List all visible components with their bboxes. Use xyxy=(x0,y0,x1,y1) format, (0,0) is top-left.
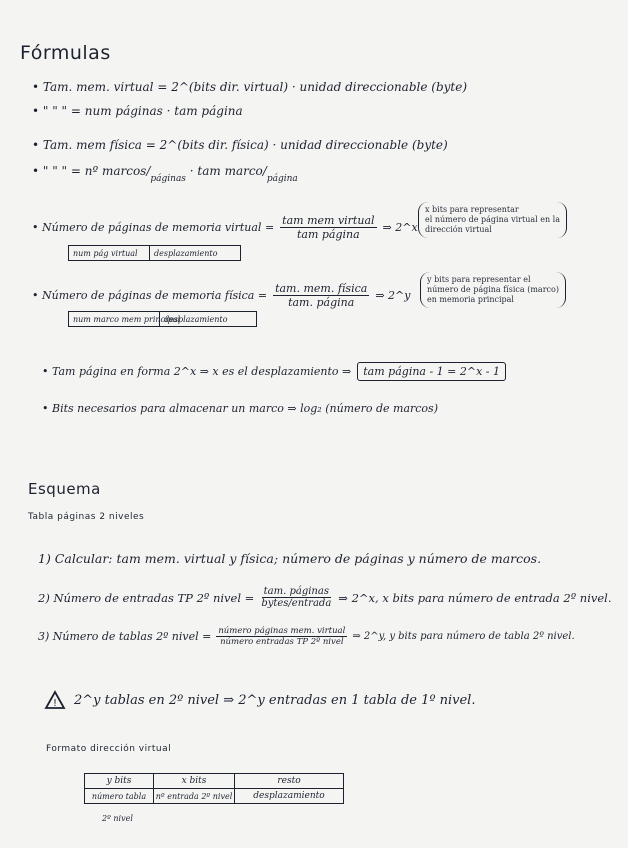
pp-denominator: tam. página xyxy=(288,296,355,309)
pp-fraction xyxy=(273,282,369,309)
vp-lead: • Número de páginas de memoria virtual = xyxy=(32,221,275,234)
formula-virtual-memory-size: • Tam. mem. virtual = 2^(bits dir. virtual) · unidad direccionable (byte) xyxy=(32,80,468,94)
vp-note-line1: x bits para representar xyxy=(425,205,519,214)
header-rest: resto xyxy=(234,774,343,788)
warning-text: 2^y tablas en 2º nivel ⇒ 2^y entradas en 1 tabla de 1º nivel. xyxy=(74,692,476,708)
s2-numerator: tam. páginas xyxy=(263,586,329,597)
pp-numerator: tam. mem. física xyxy=(275,282,368,295)
s3-fraction xyxy=(216,626,347,647)
s3-tail: ⇒ 2^y, y bits para número de tabla 2º nivel. xyxy=(352,631,575,642)
pp-lead: • Número de páginas de memoria física = xyxy=(32,289,268,302)
formula-virtual-memory-pages: • " " " = num páginas · tam página xyxy=(32,104,243,118)
cell-entry-number: nº entrada 2º nivel xyxy=(153,789,234,803)
header-x-bits: x bits xyxy=(153,774,234,788)
vp-tail: ⇒ 2^x xyxy=(382,221,418,234)
vp-address-format xyxy=(68,245,241,261)
vp-cell-offset: desplazamiento xyxy=(149,246,240,260)
vp-fraction xyxy=(280,214,376,241)
frames-sub: páginas xyxy=(150,174,186,184)
pp-cell-offset: desplazamiento xyxy=(159,312,256,326)
format-header-row xyxy=(85,774,343,788)
pp-note-line1: y bits para representar el xyxy=(427,275,531,284)
pp-note-line2: número de página física (marco) xyxy=(427,285,559,294)
s2-tail: ⇒ 2^x, x bits para número de entrada 2º nivel. xyxy=(338,590,612,605)
format-title: Formato dirección virtual xyxy=(46,744,172,754)
esquema-title: Esquema xyxy=(28,480,101,498)
s2-denominator: bytes/entrada xyxy=(261,598,332,609)
formula-physical-memory-frames xyxy=(32,164,298,184)
header-y-bits: y bits xyxy=(106,776,132,786)
step-1: 1) Calcular: tam mem. virtual y física; número de páginas y número de marcos. xyxy=(38,551,542,566)
formula-num-physical-pages xyxy=(32,282,410,309)
pp-note xyxy=(420,272,566,308)
frame-size-sub: página xyxy=(266,174,298,184)
frame-size-text: · tam marco/ xyxy=(189,164,267,178)
formulas-title: Fórmulas xyxy=(20,42,111,64)
format-value-row xyxy=(85,788,343,803)
s3-lead: 3) Número de tablas 2º nivel = xyxy=(38,630,212,643)
vp-note-line3: dirección virtual xyxy=(425,225,492,234)
pp-cell-frame: num marco mem principal xyxy=(73,314,181,324)
table-under-label: 2º nivel xyxy=(102,814,133,823)
step-2 xyxy=(38,586,612,609)
vp-numerator: tam mem virtual xyxy=(282,214,375,227)
cell-offset: desplazamiento xyxy=(234,789,343,803)
warning-icon xyxy=(44,690,66,710)
vp-note xyxy=(418,202,567,238)
formula-page-size-offset xyxy=(42,362,506,381)
pp-note-line3: en memoria principal xyxy=(427,295,514,304)
l5-boxed: tam página - 1 = 2^x - 1 xyxy=(357,362,506,381)
svg-text:!: ! xyxy=(52,698,58,709)
vp-note-line2: el número de página virtual en la xyxy=(425,215,560,224)
pp-tail: ⇒ 2^y xyxy=(375,289,411,302)
cell-table-number: número tabla xyxy=(91,791,147,801)
s3-denominator: número entradas TP 2º nivel xyxy=(220,637,344,647)
frames-text: • " " " = nº marcos/ xyxy=(32,164,151,178)
s2-lead: 2) Número de entradas TP 2º nivel = xyxy=(38,590,255,605)
pp-address-format xyxy=(68,311,257,327)
step-3 xyxy=(38,626,575,647)
esquema-subtitle: Tabla páginas 2 niveles xyxy=(28,512,145,522)
vp-denominator: tam página xyxy=(296,228,360,241)
vp-cell-page: num pág virtual xyxy=(73,248,138,258)
s2-fraction xyxy=(259,586,333,609)
formula-frame-bits: • Bits necesarios para almacenar un marco ⇒ log₂ (número de marcos) xyxy=(42,402,438,415)
l5-text: • Tam página en forma 2^x ⇒ x es el desplazamiento ⇒ xyxy=(42,365,352,378)
warning-note xyxy=(44,690,475,710)
s3-numerator: número páginas mem. virtual xyxy=(218,626,346,636)
formula-physical-memory-size: • Tam. mem física = 2^(bits dir. física) · unidad direccionable (byte) xyxy=(32,138,448,152)
formula-num-virtual-pages xyxy=(32,214,418,241)
virtual-address-format-table xyxy=(84,773,344,804)
